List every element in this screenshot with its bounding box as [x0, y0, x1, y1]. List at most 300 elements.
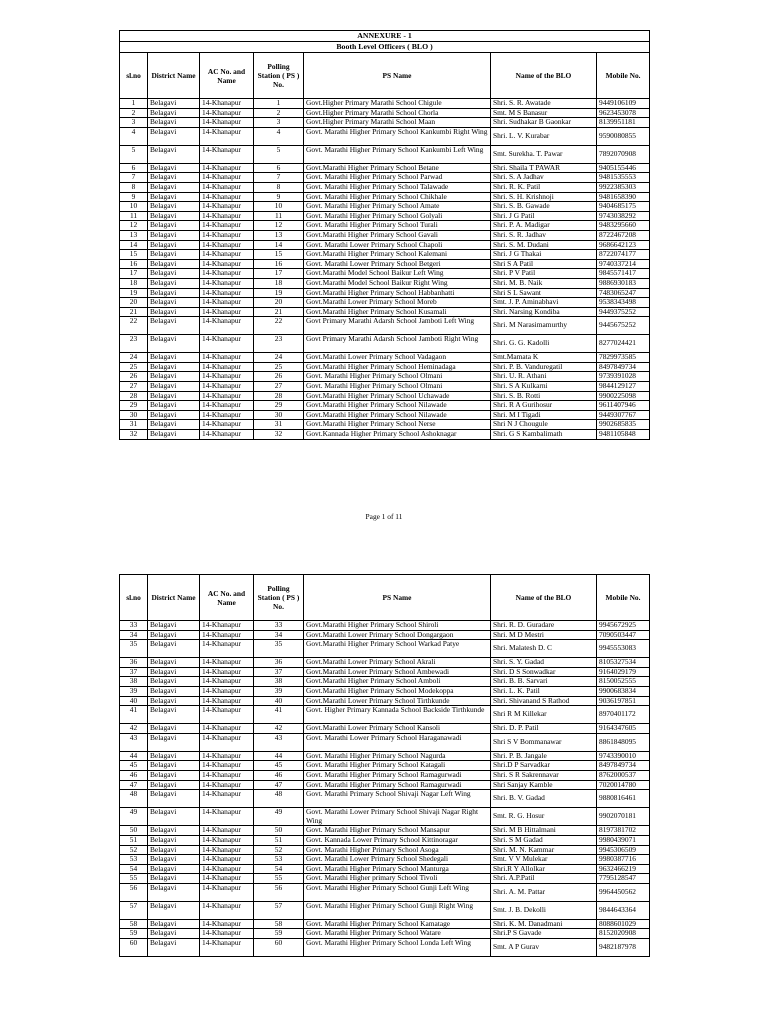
- mobile-cell: 8139951181: [597, 118, 650, 128]
- blo-name-cell: Shri. S. H. Krishnoji: [491, 192, 597, 202]
- table-row: [120, 733, 650, 751]
- table-row: [120, 640, 650, 658]
- ps-no-cell: 26: [254, 372, 304, 382]
- ps-name-cell: Govt.Marathi Higher Primary School Habbanhatti: [304, 288, 491, 298]
- sl-no-cell: 9: [120, 192, 148, 202]
- ac-cell: 14-Khanapur: [200, 826, 254, 836]
- table-row: [120, 770, 650, 780]
- mobile-cell: 8722467208: [597, 230, 650, 240]
- district-cell: Belagavi: [148, 278, 200, 288]
- district-cell: Belagavi: [148, 640, 200, 658]
- ps-name-cell: Govt. Marathi Lower Primary School Shedegali: [304, 855, 491, 865]
- mobile-cell: 9845571417: [597, 269, 650, 279]
- ac-cell: 14-Khanapur: [200, 192, 254, 202]
- blo-name-cell: Shri. S. R. Awatade: [491, 99, 597, 109]
- table-row: [120, 826, 650, 836]
- ps-name-cell: Govt. Marathi Higher Primary School Manturga: [304, 864, 491, 874]
- ac-cell: 14-Khanapur: [200, 391, 254, 401]
- ps-name-cell: Govt.Higher Primary Marathi School Maan: [304, 118, 491, 128]
- mobile-cell: 8762000537: [597, 770, 650, 780]
- mobile-cell: 9449307767: [597, 410, 650, 420]
- table-row: [120, 173, 650, 183]
- ps-no-cell: 29: [254, 401, 304, 411]
- sl-no-cell: 14: [120, 240, 148, 250]
- sl-no-cell: 1: [120, 99, 148, 109]
- district-cell: Belagavi: [148, 658, 200, 668]
- blo-name-cell: Shri. B. V. Gadad: [491, 790, 597, 808]
- ps-name-cell: Govt. Marathi Lower Primary School Shivaji Nagar Right Wing: [304, 808, 491, 826]
- ps-no-cell: 10: [254, 202, 304, 212]
- table-row: [120, 761, 650, 771]
- table-row: [120, 929, 650, 939]
- district-cell: Belagavi: [148, 288, 200, 298]
- header-ac: AC No. and Name: [200, 575, 254, 621]
- sl-no-cell: 49: [120, 808, 148, 826]
- blo-name-cell: Shri. S. Y. Gadad: [491, 658, 597, 668]
- district-cell: Belagavi: [148, 99, 200, 109]
- ps-name-cell: Govt.Marathi Higher Primary School Nerse: [304, 420, 491, 430]
- ac-cell: 14-Khanapur: [200, 939, 254, 957]
- district-cell: Belagavi: [148, 696, 200, 706]
- blo-name-cell: Shri N J Chougule: [491, 420, 597, 430]
- ps-no-cell: 50: [254, 826, 304, 836]
- header-blo: Name of the BLO: [491, 53, 597, 99]
- district-cell: Belagavi: [148, 874, 200, 884]
- ps-no-cell: 42: [254, 724, 304, 734]
- ps-name-cell: Govt.Marathi Lower Primary School Ambewadi: [304, 667, 491, 677]
- sl-no-cell: 32: [120, 430, 148, 440]
- mobile-cell: 8277024421: [597, 335, 650, 353]
- table-row: [120, 145, 650, 163]
- ac-cell: 14-Khanapur: [200, 182, 254, 192]
- table-row: [120, 864, 650, 874]
- blo-name-cell: Shri. M Narasimamurthy: [491, 317, 597, 335]
- sl-no-cell: 30: [120, 410, 148, 420]
- ps-name-cell: Govt. Marathi Higher Primary School Kankumbi Right Wing: [304, 127, 491, 145]
- blo-name-cell: Shri. S. R. Jadhav: [491, 230, 597, 240]
- sl-no-cell: 43: [120, 733, 148, 751]
- blo-name-cell: Shri. P. A. Madigar: [491, 221, 597, 231]
- district-cell: Belagavi: [148, 929, 200, 939]
- sl-no-cell: 38: [120, 677, 148, 687]
- sl-no-cell: 18: [120, 278, 148, 288]
- mobile-cell: 9483295660: [597, 221, 650, 231]
- sl-no-cell: 35: [120, 640, 148, 658]
- ps-name-cell: Govt.Marathi Lower Primary School Akrali: [304, 658, 491, 668]
- blo-name-cell: Smt. R. G. Hosur: [491, 808, 597, 826]
- mobile-cell: 8150052555: [597, 677, 650, 687]
- ps-name-cell: Govt.Marathi Model School Baikur Left Wing: [304, 269, 491, 279]
- blo-name-cell: Shri. M I Tigadi: [491, 410, 597, 420]
- sl-no-cell: 5: [120, 145, 148, 163]
- blo-name-cell: Shri. M B Hittalmani: [491, 826, 597, 836]
- district-cell: Belagavi: [148, 733, 200, 751]
- ac-cell: 14-Khanapur: [200, 173, 254, 183]
- ac-cell: 14-Khanapur: [200, 761, 254, 771]
- table-subtitle: Booth Level Officers ( BLO ): [120, 42, 650, 53]
- mobile-cell: 9623453078: [597, 108, 650, 118]
- table-row: [120, 939, 650, 957]
- ps-no-cell: 40: [254, 696, 304, 706]
- ac-cell: 14-Khanapur: [200, 202, 254, 212]
- ps-no-cell: 11: [254, 211, 304, 221]
- table-row: [120, 420, 650, 430]
- blo-name-cell: Shri S A Patil: [491, 259, 597, 269]
- district-cell: Belagavi: [148, 667, 200, 677]
- blo-name-cell: Shri S L Sawant: [491, 288, 597, 298]
- blo-name-cell: Shri. J G Thakai: [491, 250, 597, 260]
- ac-cell: 14-Khanapur: [200, 696, 254, 706]
- mobile-cell: 9902070181: [597, 808, 650, 826]
- blo-name-cell: Shri. G. G. Kadolli: [491, 335, 597, 353]
- ps-name-cell: Govt. Marathi Higher Primary School Gunji Left Wing: [304, 883, 491, 901]
- ac-cell: 14-Khanapur: [200, 706, 254, 724]
- ps-no-cell: 47: [254, 780, 304, 790]
- district-cell: Belagavi: [148, 845, 200, 855]
- ac-cell: 14-Khanapur: [200, 163, 254, 173]
- mobile-cell: 9945672925: [597, 621, 650, 631]
- ac-cell: 14-Khanapur: [200, 221, 254, 231]
- ac-cell: 14-Khanapur: [200, 808, 254, 826]
- ps-no-cell: 7: [254, 173, 304, 183]
- ac-cell: 14-Khanapur: [200, 410, 254, 420]
- ps-name-cell: Govt.Marathi Higher Primary School Warkad Patye: [304, 640, 491, 658]
- blo-name-cell: Shri. P. B. Jangale: [491, 751, 597, 761]
- sl-no-cell: 53: [120, 855, 148, 865]
- ps-no-cell: 15: [254, 250, 304, 260]
- sl-no-cell: 15: [120, 250, 148, 260]
- blo-name-cell: Shri. D. P. Patil: [491, 724, 597, 734]
- ps-no-cell: 51: [254, 835, 304, 845]
- district-cell: Belagavi: [148, 250, 200, 260]
- ps-name-cell: Govt. Marathi Higher Primary School Talawade: [304, 182, 491, 192]
- ps-name-cell: Govt.Higher Primary Marathi School Chorla: [304, 108, 491, 118]
- blo-name-cell: Smt. M S Banasur: [491, 108, 597, 118]
- blo-name-cell: Shri. S. B. Rotti: [491, 391, 597, 401]
- district-cell: Belagavi: [148, 855, 200, 865]
- ps-no-cell: 59: [254, 929, 304, 939]
- sl-no-cell: 36: [120, 658, 148, 668]
- header-ps-no: Polling Station ( PS ) No.: [254, 575, 304, 621]
- blo-name-cell: Shri. S M Gadad: [491, 835, 597, 845]
- blo-name-cell: Shri. A. M. Pattar: [491, 883, 597, 901]
- ps-no-cell: 46: [254, 770, 304, 780]
- ps-name-cell: Govt. Higher Primary Kannada School Backside Tirthkunde: [304, 706, 491, 724]
- ps-no-cell: 19: [254, 288, 304, 298]
- table-row: [120, 192, 650, 202]
- annexure-title: ANNEXURE - 1: [120, 31, 650, 42]
- sl-no-cell: 37: [120, 667, 148, 677]
- ps-name-cell: Govt.Marathi Model School Baikur Right Wing: [304, 278, 491, 288]
- mobile-cell: 9449375252: [597, 307, 650, 317]
- table-row: [120, 221, 650, 231]
- district-cell: Belagavi: [148, 192, 200, 202]
- mobile-cell: 9481535553: [597, 173, 650, 183]
- ac-cell: 14-Khanapur: [200, 362, 254, 372]
- ps-no-cell: 8: [254, 182, 304, 192]
- ac-cell: 14-Khanapur: [200, 317, 254, 335]
- mobile-cell: 9743038292: [597, 211, 650, 221]
- blo-name-cell: Shri. B. B. Sarvari: [491, 677, 597, 687]
- table-row: [120, 118, 650, 128]
- blo-name-cell: Shri. Malatesh D. C: [491, 640, 597, 658]
- ps-name-cell: Govt. Marathi Higher Primary School Watare: [304, 929, 491, 939]
- ac-cell: 14-Khanapur: [200, 240, 254, 250]
- mobile-cell: 9164029179: [597, 667, 650, 677]
- sl-no-cell: 47: [120, 780, 148, 790]
- ps-no-cell: 39: [254, 686, 304, 696]
- sl-no-cell: 40: [120, 696, 148, 706]
- ac-cell: 14-Khanapur: [200, 929, 254, 939]
- district-cell: Belagavi: [148, 118, 200, 128]
- ps-no-cell: 21: [254, 307, 304, 317]
- ps-no-cell: 49: [254, 808, 304, 826]
- ac-cell: 14-Khanapur: [200, 901, 254, 919]
- ps-name-cell: Govt Primary Marathi Adarsh School Jamboti Left Wing: [304, 317, 491, 335]
- blo-name-cell: Smt. Surekha. T. Pawar: [491, 145, 597, 163]
- district-cell: Belagavi: [148, 145, 200, 163]
- sl-no-cell: 31: [120, 420, 148, 430]
- mobile-cell: 9900683834: [597, 686, 650, 696]
- blo-name-cell: Smt. A P Gurav: [491, 939, 597, 957]
- blo-name-cell: Smt.Mamata K: [491, 353, 597, 363]
- sl-no-cell: 27: [120, 382, 148, 392]
- sl-no-cell: 12: [120, 221, 148, 231]
- district-cell: Belagavi: [148, 706, 200, 724]
- mobile-cell: 8497849734: [597, 362, 650, 372]
- mobile-cell: 9880816461: [597, 790, 650, 808]
- district-cell: Belagavi: [148, 391, 200, 401]
- ps-no-cell: 31: [254, 420, 304, 430]
- ac-cell: 14-Khanapur: [200, 667, 254, 677]
- header-district: District Name: [148, 575, 200, 621]
- ps-no-cell: 58: [254, 919, 304, 929]
- district-cell: Belagavi: [148, 939, 200, 957]
- header-ps-no: Polling Station ( PS ) No.: [254, 53, 304, 99]
- sl-no-cell: 22: [120, 317, 148, 335]
- mobile-cell: 9980387716: [597, 855, 650, 865]
- ps-no-cell: 38: [254, 677, 304, 687]
- blo-name-cell: Shri. Shivanand S Rathod: [491, 696, 597, 706]
- ps-name-cell: Govt.Marathi Higher Primary School Shiroli: [304, 621, 491, 631]
- ps-name-cell: Govt.Marathi Lower Primary School Moreb: [304, 298, 491, 308]
- ps-no-cell: 17: [254, 269, 304, 279]
- blo-name-cell: Smt. J. B. Dekolli: [491, 901, 597, 919]
- mobile-cell: 9482187978: [597, 939, 650, 957]
- ac-cell: 14-Khanapur: [200, 259, 254, 269]
- district-cell: Belagavi: [148, 808, 200, 826]
- table-row: [120, 410, 650, 420]
- sl-no-cell: 33: [120, 621, 148, 631]
- ps-name-cell: Govt. Marathi Higher Primary School Parwad: [304, 173, 491, 183]
- ps-no-cell: 33: [254, 621, 304, 631]
- ps-no-cell: 23: [254, 335, 304, 353]
- mobile-cell: 9922385303: [597, 182, 650, 192]
- sl-no-cell: 16: [120, 259, 148, 269]
- table-row: [120, 317, 650, 335]
- ps-no-cell: 45: [254, 761, 304, 771]
- table-row: [120, 780, 650, 790]
- district-cell: Belagavi: [148, 163, 200, 173]
- blo-name-cell: Shri. R A Gurihosur: [491, 401, 597, 411]
- ps-name-cell: Govt. Marathi Higher Primary School Kankumbi Left Wing: [304, 145, 491, 163]
- ps-no-cell: 18: [254, 278, 304, 288]
- sl-no-cell: 26: [120, 372, 148, 382]
- table-row: [120, 621, 650, 631]
- table-row: [120, 845, 650, 855]
- ps-no-cell: 37: [254, 667, 304, 677]
- ac-cell: 14-Khanapur: [200, 864, 254, 874]
- blo-name-cell: Shri. L. K. Patil: [491, 686, 597, 696]
- ps-name-cell: Govt. Marathi Higher Primary School Nagurda: [304, 751, 491, 761]
- ps-name-cell: Govt. Marathi Higher Primary School Kamatage: [304, 919, 491, 929]
- ps-no-cell: 9: [254, 192, 304, 202]
- district-cell: Belagavi: [148, 353, 200, 363]
- ac-cell: 14-Khanapur: [200, 278, 254, 288]
- blo-name-cell: Shri. L. V. Kurabar: [491, 127, 597, 145]
- table-row: [120, 240, 650, 250]
- ps-no-cell: 56: [254, 883, 304, 901]
- blo-name-cell: Shri. R. K. Patil: [491, 182, 597, 192]
- table-row: [120, 401, 650, 411]
- blo-name-cell: Shri. S R Sakrennavar: [491, 770, 597, 780]
- ac-cell: 14-Khanapur: [200, 118, 254, 128]
- district-cell: Belagavi: [148, 108, 200, 118]
- table-row: [120, 372, 650, 382]
- blo-name-cell: Shri. Narsing Kondiba: [491, 307, 597, 317]
- table-row: [120, 696, 650, 706]
- district-cell: Belagavi: [148, 372, 200, 382]
- mobile-cell: 9945553083: [597, 640, 650, 658]
- sl-no-cell: 44: [120, 751, 148, 761]
- ac-cell: 14-Khanapur: [200, 108, 254, 118]
- table-row: [120, 790, 650, 808]
- district-cell: Belagavi: [148, 883, 200, 901]
- ps-name-cell: Govt. Marathi Higher Primary School Ramagurwadi: [304, 770, 491, 780]
- ac-cell: 14-Khanapur: [200, 288, 254, 298]
- mobile-cell: 9538343498: [597, 298, 650, 308]
- district-cell: Belagavi: [148, 221, 200, 231]
- mobile-cell: 7483065247: [597, 288, 650, 298]
- table-row: [120, 430, 650, 440]
- ps-name-cell: Govt.Marathi Higher Primary School Heminadaga: [304, 362, 491, 372]
- ac-cell: 14-Khanapur: [200, 874, 254, 884]
- blo-name-cell: Shri. P V Patil: [491, 269, 597, 279]
- sl-no-cell: 48: [120, 790, 148, 808]
- ac-cell: 14-Khanapur: [200, 845, 254, 855]
- ac-cell: 14-Khanapur: [200, 353, 254, 363]
- sl-no-cell: 28: [120, 391, 148, 401]
- ps-name-cell: Govt. Marathi Higher primary School Tivoli: [304, 874, 491, 884]
- mobile-cell: 9886930183: [597, 278, 650, 288]
- table-row: [120, 202, 650, 212]
- ps-name-cell: Govt.Marathi Higher Primary School Gavali: [304, 230, 491, 240]
- table-row: [120, 391, 650, 401]
- sl-no-cell: 50: [120, 826, 148, 836]
- sl-no-cell: 8: [120, 182, 148, 192]
- sl-no-cell: 24: [120, 353, 148, 363]
- ps-no-cell: 35: [254, 640, 304, 658]
- mobile-cell: 9404685175: [597, 202, 650, 212]
- ac-cell: 14-Khanapur: [200, 630, 254, 640]
- district-cell: Belagavi: [148, 770, 200, 780]
- blo-name-cell: Shri. A.P.Patil: [491, 874, 597, 884]
- sl-no-cell: 3: [120, 118, 148, 128]
- district-cell: Belagavi: [148, 410, 200, 420]
- district-cell: Belagavi: [148, 919, 200, 929]
- ac-cell: 14-Khanapur: [200, 211, 254, 221]
- mobile-cell: 9740337214: [597, 259, 650, 269]
- mobile-cell: 9036197851: [597, 696, 650, 706]
- sl-no-cell: 7: [120, 173, 148, 183]
- ps-no-cell: 14: [254, 240, 304, 250]
- ps-no-cell: 27: [254, 382, 304, 392]
- mobile-cell: 9964450562: [597, 883, 650, 901]
- sl-no-cell: 23: [120, 335, 148, 353]
- mobile-cell: 9844129127: [597, 382, 650, 392]
- table-row: [120, 919, 650, 929]
- ac-cell: 14-Khanapur: [200, 298, 254, 308]
- ac-cell: 14-Khanapur: [200, 335, 254, 353]
- sl-no-cell: 42: [120, 724, 148, 734]
- ps-no-cell: 43: [254, 733, 304, 751]
- mobile-cell: 8152020908: [597, 929, 650, 939]
- table-row: [120, 353, 650, 363]
- district-cell: Belagavi: [148, 621, 200, 631]
- table-row: [120, 751, 650, 761]
- table-row: [120, 288, 650, 298]
- ps-no-cell: 22: [254, 317, 304, 335]
- blo-name-cell: Shri. S A Kulkarni: [491, 382, 597, 392]
- ps-no-cell: 60: [254, 939, 304, 957]
- header-ac: AC No. and Name: [200, 53, 254, 99]
- ac-cell: 14-Khanapur: [200, 733, 254, 751]
- ps-no-cell: 6: [254, 163, 304, 173]
- table-row: [120, 269, 650, 279]
- sl-no-cell: 59: [120, 929, 148, 939]
- ps-name-cell: Govt. Marathi Higher Primary School Asoga: [304, 845, 491, 855]
- ps-name-cell: Govt.Marathi Lower Primary School Dongargaon: [304, 630, 491, 640]
- ps-name-cell: Govt. Marathi Higher Primary School Londa Left Wing: [304, 939, 491, 957]
- blo-name-cell: Shri. S. A Jadhav: [491, 173, 597, 183]
- sl-no-cell: 29: [120, 401, 148, 411]
- mobile-cell: 9900225098: [597, 391, 650, 401]
- blo-name-cell: Shri. S. M. Dudani: [491, 240, 597, 250]
- ac-cell: 14-Khanapur: [200, 790, 254, 808]
- district-cell: Belagavi: [148, 401, 200, 411]
- mobile-cell: 9980439071: [597, 835, 650, 845]
- ps-no-cell: 57: [254, 901, 304, 919]
- sl-no-cell: 58: [120, 919, 148, 929]
- page-number: Page 1 of 11: [365, 512, 403, 521]
- blo-name-cell: Shri S V Bommanawar: [491, 733, 597, 751]
- ps-name-cell: Govt. Marathi Higher Primary School Katagali: [304, 761, 491, 771]
- ps-name-cell: Govt.Marathi Higher Primary School Betane: [304, 163, 491, 173]
- header-slno: sl.no: [120, 575, 148, 621]
- blo-table-page-1: [119, 30, 650, 440]
- ps-no-cell: 44: [254, 751, 304, 761]
- district-cell: Belagavi: [148, 269, 200, 279]
- ac-cell: 14-Khanapur: [200, 751, 254, 761]
- district-cell: Belagavi: [148, 335, 200, 353]
- mobile-cell: 9164347605: [597, 724, 650, 734]
- table-row: [120, 901, 650, 919]
- ac-cell: 14-Khanapur: [200, 269, 254, 279]
- mobile-cell: 9445675252: [597, 317, 650, 335]
- ps-name-cell: Govt. Marathi Higher Primary School Olmani: [304, 382, 491, 392]
- table-row: [120, 677, 650, 687]
- sl-no-cell: 10: [120, 202, 148, 212]
